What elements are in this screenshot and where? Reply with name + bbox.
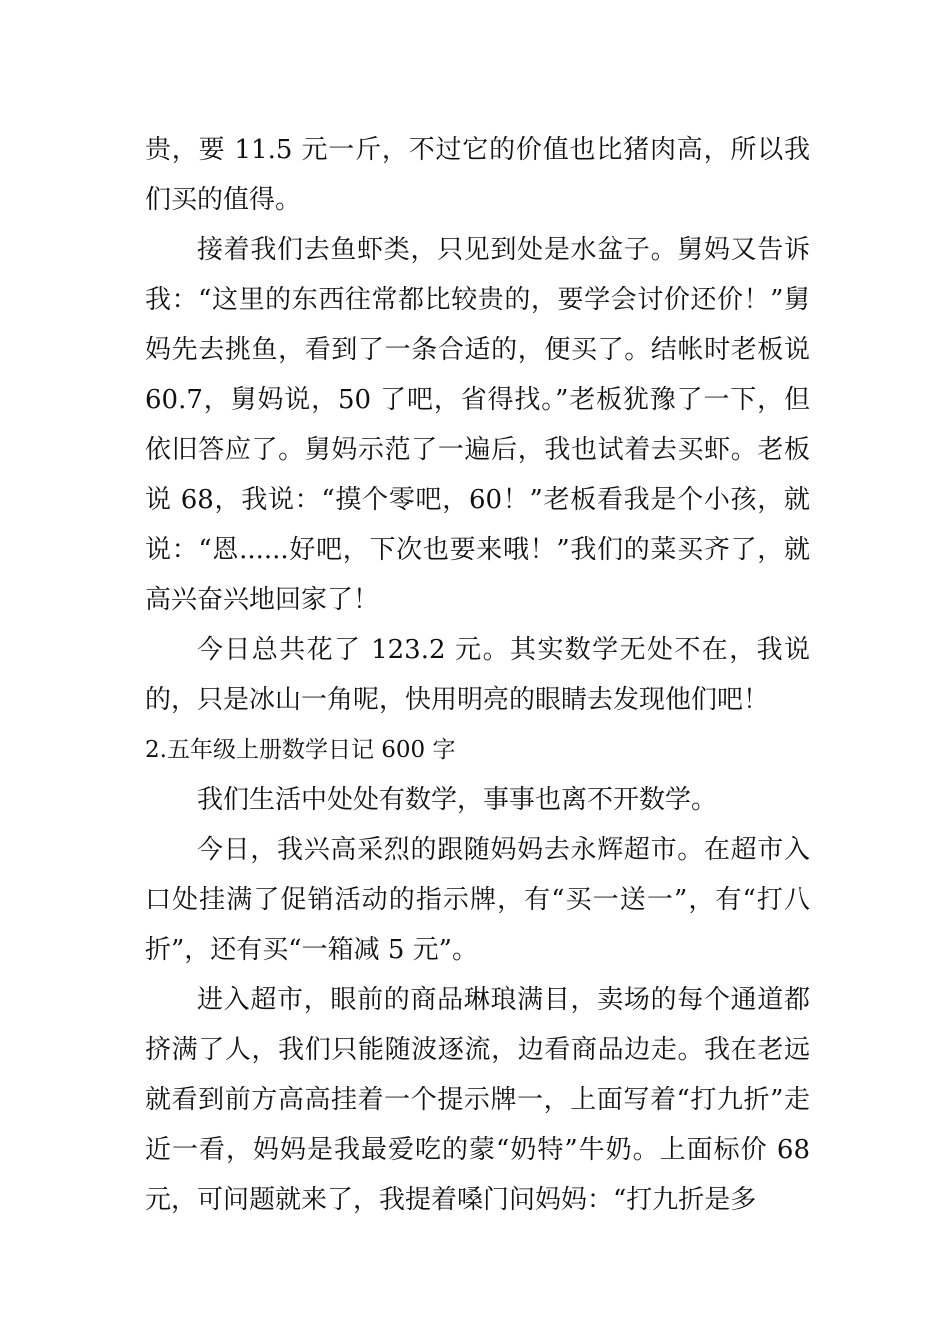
paragraph-fish-shrimp: 接着我们去鱼虾类，只见到处是水盆子。舅妈又告诉我：“这里的东西往常都比较贵的，要学会讨价还价！”舅妈先去挑鱼，看到了一条合适的，便买了。结帐时老板说 60.7，舅妈说，50 了吧，省得找。”老板犹豫了一下，但依旧答应了。舅妈示范了一遍后，我也试着去买虾。老板说 68，我说：“摸个零吧，60！”老板看我是个小孩，就说：“恩......好吧，下次也要来哦！”我们的菜买齐了，就高兴奋兴地回家了！ [145, 235, 810, 615]
paragraph-total-spent: 今日总共花了 123.2 元。其实数学无处不在，我说的，只是冰山一角呢，快用明亮的眼睛去发现他们吧！ [145, 635, 810, 715]
document-body [145, 125, 810, 1225]
section-heading: 2.五年级上册数学日记 600 字 [145, 737, 456, 763]
paragraph-discount: 进入超市，眼前的商品琳琅满目，卖场的每个通道都挤满了人，我们只能随波逐流，边看商品边走。我在老远就看到前方高高挂着一个提示牌一，上面写着“打九折”走近一看，妈妈是我最爱吃的蒙“奶特”牛奶。上面标价 68 元，可问题就来了，我提着嗓门问妈妈：“打九折是多 [145, 985, 810, 1215]
paragraph-supermarket: 今日，我兴高采烈的跟随妈妈去永辉超市。在超市入口处挂满了促销活动的指示牌，有“买一送一”，有“打八折”，还有买“一箱减 5 元”。 [145, 835, 810, 965]
paragraph-math-everywhere: 我们生活中处处有数学，事事也离不开数学。 [197, 785, 718, 815]
paragraph-continuation: 贵，要 11.5 元一斤，不过它的价值也比猪肉高，所以我们买的值得。 [145, 135, 810, 215]
